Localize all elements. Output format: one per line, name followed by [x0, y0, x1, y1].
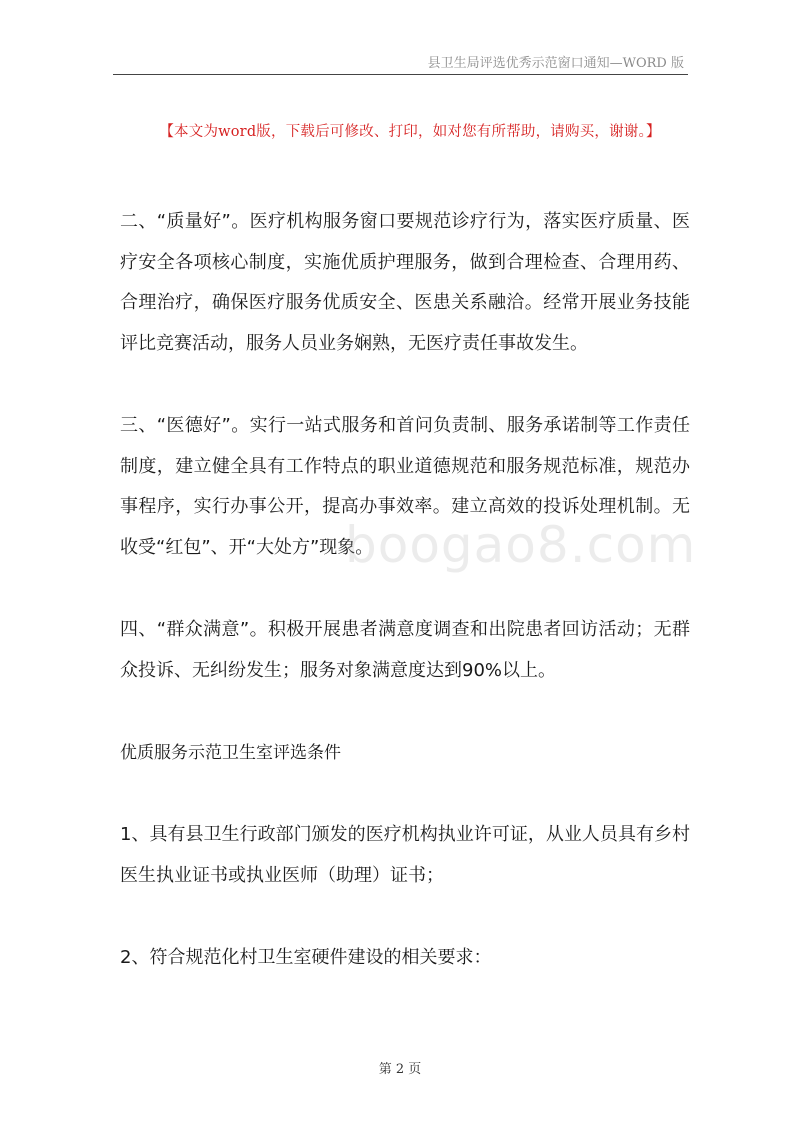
purchase-notice: 【本文为word版，下载后可修改、打印，如对您有所帮助，请购买，谢谢。】 — [159, 124, 661, 140]
header-divider — [113, 74, 688, 75]
paragraph-satisfaction: 四、“群众满意”。积极开展患者满意度调查和出院患者回访活动；无群众投诉、无纠纷发生；服务对象满意度达到90%以上。 — [120, 619, 690, 681]
watermark: boogao8.com — [345, 516, 697, 574]
condition-item-1: 1、具有县卫生行政部门颁发的医疗机构执业许可证，从业人员具有乡村医生执业证书或执业医师（助理）证书； — [120, 824, 690, 886]
page-number: 第 2 页 — [378, 1062, 422, 1077]
paragraph-ethics: 三、“医德好”。实行一站式服务和首问负责制、服务承诺制等工作责任制度，建立健全具有工作特点的职业道德规范和服务规范标准，规范办事程序，实行办事公开，提高办事效率。建立高效的投诉处理机制。无收受“红包”、开“大处方”现象。 — [120, 415, 690, 558]
paragraph-quality: 二、“质量好”。医疗机构服务窗口要规范诊疗行为，落实医疗质量、医疗安全各项核心制度，实施优质护理服务，做到合理检查、合理用药、合理治疗，确保医疗服务优质安全、医患关系融洽。经常开展业务技能评比竞赛活动，服务人员业务娴熟，无医疗责任事故发生。 — [120, 211, 690, 354]
document-body — [120, 202, 690, 979]
document-header-title: 县卫生局评选优秀示范窗口通知—WORD 版 — [427, 56, 684, 71]
section-subheading: 优质服务示范卫生室评选条件 — [120, 743, 341, 763]
condition-item-2: 2、符合规范化村卫生室硬件建设的相关要求： — [120, 947, 492, 968]
